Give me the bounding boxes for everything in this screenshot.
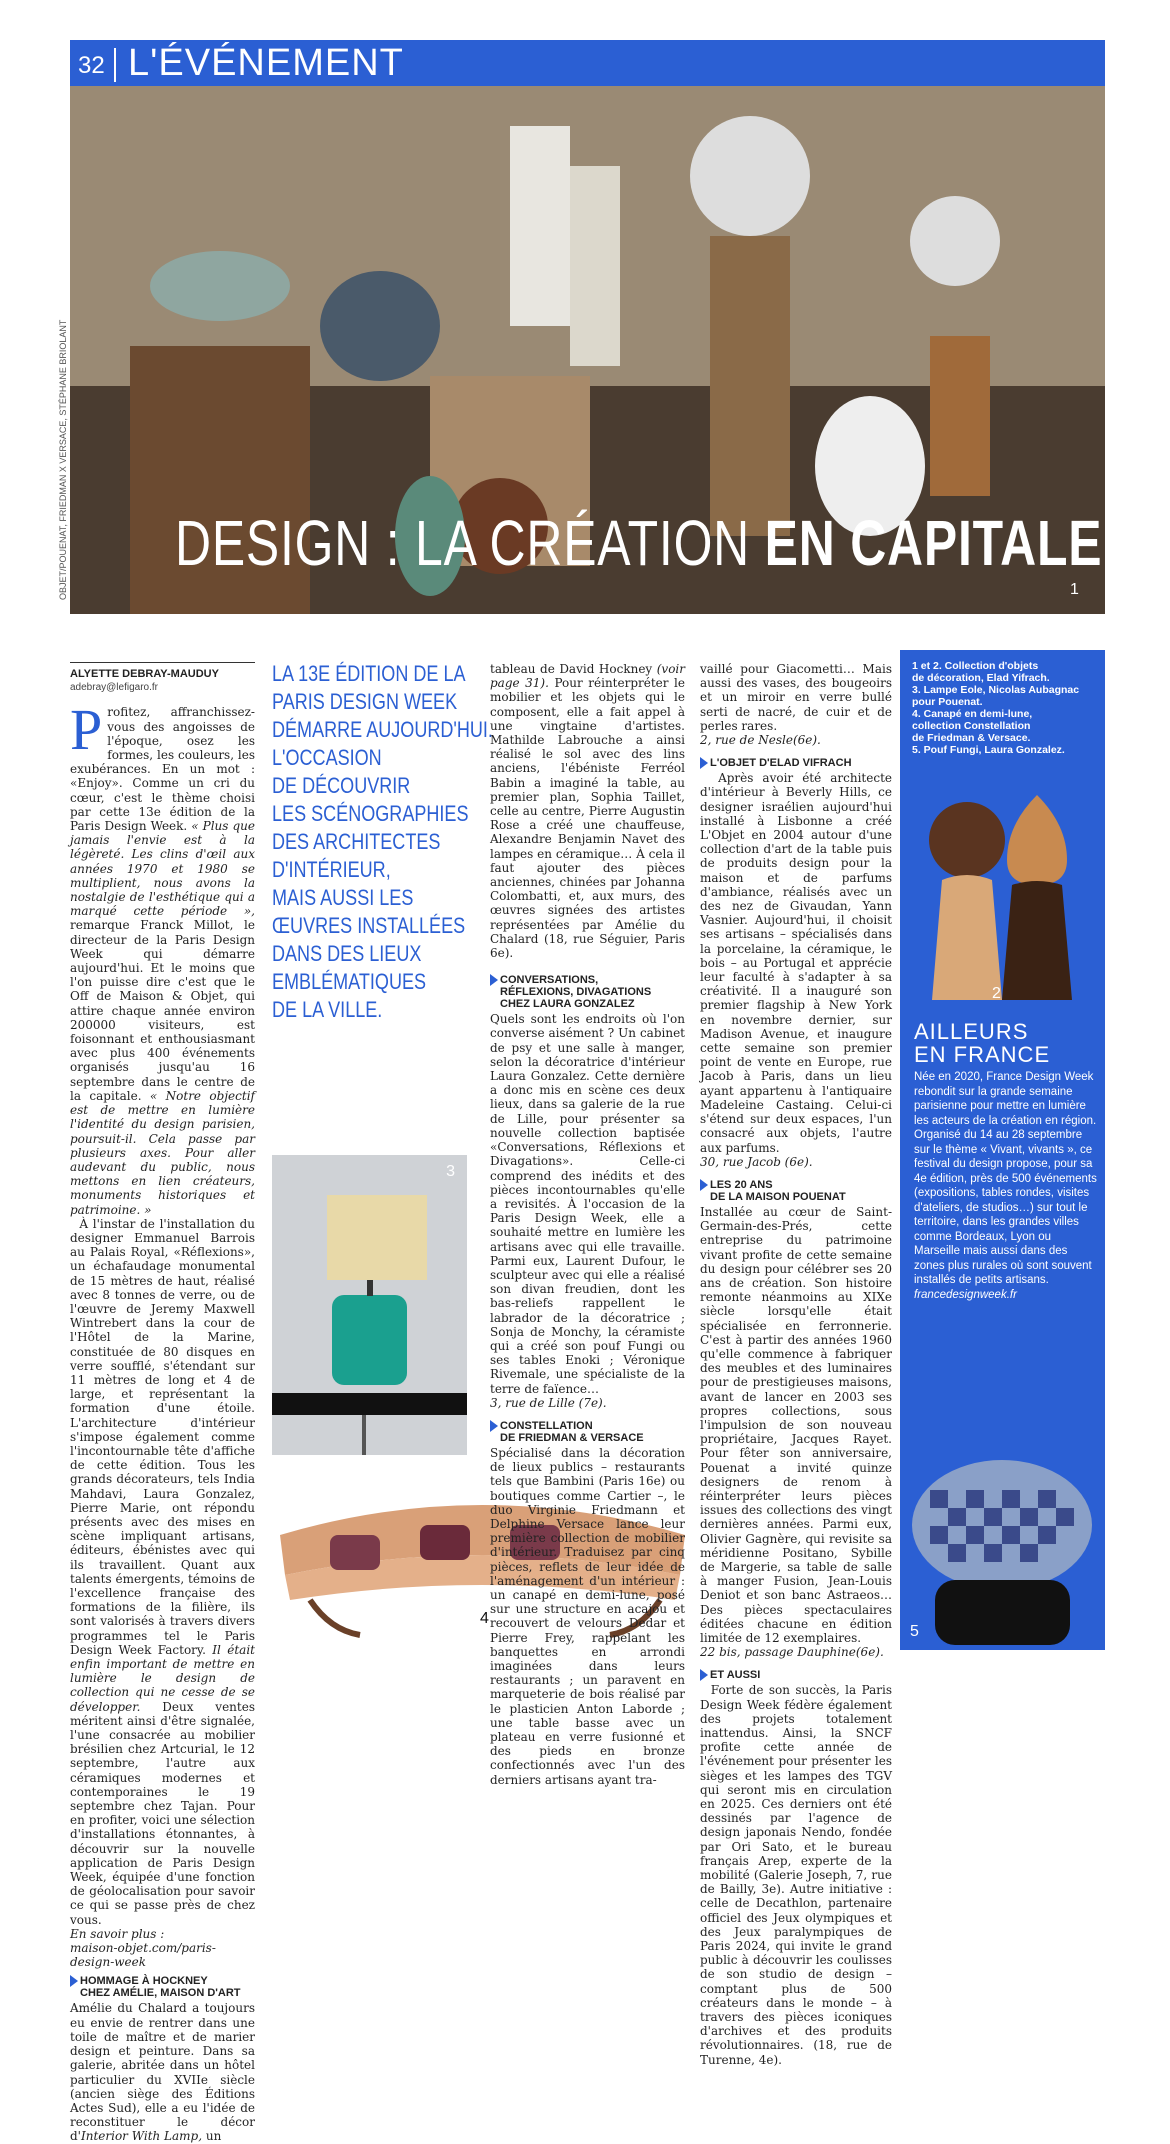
- subheading-friedman-versace: CONSTELLATION DE FRIEDMAN & VERSACE: [490, 1420, 685, 1444]
- hero-headline: DESIGN : LA CRÉATION EN CAPITALE: [175, 507, 1103, 579]
- article-paragraph: Après avoir été architecte d'intérieur à Beverly Hills, ce designer israélien aujourd'hui installé à Lisbonne a créé L'Objet en 2004 autour d'une collection d'art de la table puis de produits design pour la maison et de parfums d'ambiance, réalisés avec un des nez de Givaudan, Yann Vasnier. Aujourd'hui, il choisit ses artisans – spécialisés dans la porcelaine, la céramique, le bois – au Portugal et apprécie leur faculté à s'adapter à sa créativité. Il a inauguré son premier flagship à New York en novembre dernier, sur Madison Avenue, et inaugure cette semaine son premier point de vente en Europe, rue Jacob à Paris, dans un lieu ayant appartenu à l'antiquaire Madeleine Castaing. Celui-ci s'étend sur deux espaces, l'un consacré aux objets, l'autre aux parfums.: [700, 771, 892, 1155]
- article-paragraph: tableau de David Hockney (voir page 31). Pour réinterpréter le mobilier et les objets qui le composent, elle a fait appel à une vingtaine d'artistes. Mathilde Labrouche a ainsi réalisé le sol avec des lins anciens, l'ébéniste Ferréol Babin a imaginé la table, au premier plan, Sophia Taillet, celle au centre, Pierre Augustin Rose a créé une chauffeuse, Alexandre Benjamin Navet des lampes en céramique… À cela il faut ajouter des pièces anciennes, chinées par Johanna Colombatti, et, aux murs, des œuvres signées des artistes représentées par Amélie du Chalard (18, rue Séguier, Paris 6e).: [490, 662, 686, 961]
- column-1: [70, 662, 255, 2144]
- address: 22 bis, passage Dauphine(6e).: [700, 1645, 884, 1660]
- photo-captions: 1 et 2. Collection d'objets de décoration, Elad Yifrach. 3. Lampe Eole, Nicolas Aubagnac pour Pouenat. 4. Canapé en demi-lune, collection Constellation de Friedman & Versace. 5. Pouf Fungi, Laura Gonzalez.: [912, 660, 1080, 756]
- section-banner: [70, 40, 1105, 86]
- article-paragraph: Amélie du Chalard a toujours eu envie de rentrer dans une toile de maître et de marier design et peinture. Dans sa galerie, abritée dans un hôtel particulier du XVIIe siècle (ancien siège des Éditions Actes Sud), elle a eu l'idée de reconstituer le décor d'Interior With Lamp, un: [70, 2001, 255, 2144]
- address: 30, rue Jacob (6e).: [700, 1154, 813, 1169]
- article-paragraph: Forte de son succès, la Paris Design Week fédère également des projets totalement inattendus. Ainsi, la SNCF profite cette année de l'événement pour présenter les sièges et les lampes des TGV qui seront mis en circulation en 2025. Ces derniers ont été dessinés par l'agence de design japonais Nendo, fondée par Ori Sato, et le bureau français Arep, experte de la mobilité (Galerie Joseph, 7, rue de Bailly, 3e). Autre initiative : celle de Decathlon, partenaire officiel des Jeux olympiques et des Jeux paralympiques de Paris 2024, qui invite le grand public à découvrir les coulisses de son studio de design – comptant plus de 500 créateurs dans le monde – à travers des pièces iconiques d'archives et des produits révolutionnaires. (18, rue de Turenne, 4e).: [700, 1683, 892, 2067]
- author-email: adebray@lefigaro.fr: [70, 682, 158, 694]
- author-byline: ALYETTE DEBRAY-MAUDUY: [70, 662, 255, 681]
- article-paragraph: Quels sont les endroits où l'on converse aisément ? Un cabinet de psy et une salle à manger, selon la décoratrice d'intérieur Laura Gonzalez. Cette dernière a donc mis en scène ces deux lieux, dans sa galerie de la rue de Lille, pour présenter sa nouvelle collection baptisée «Conversations, Réflexions et Divagations». Celle-ci comprend des inédits et des pièces incontournables qu'elle a revisités. À l'occasion de la Paris Design Week, elle a souhaité mettre en lumière les artisans avec qui elle travaille. Parmi eux, Laurent Dufour, le sculpteur avec qui elle a réalisé son divan freudien, dont les bas-reliefs rappellent le labrador de la décoratrice ; Sonja de Monchy, la céramiste qui a créé son pouf Fungi ou ses tables Enoki ; Véronique Rivemale, une spécialiste de la terre de faïence…: [490, 1012, 685, 1396]
- pouf-photo: [900, 1455, 1105, 1650]
- lamp-photo: [272, 1155, 467, 1455]
- article-paragraph: À l'instar de l'installation du designer Emmanuel Barrois au Palais Royal, «Réflexions», un échafaudage monumental de 15 mètres de haut, réalisé avec 8 tonnes de verre, ou de l'œuvre de Jeremy Maxwell Wintrebert dans la cour de l'Hôtel de la Marine, constituée de 80 disques en verre soufflé, s'étendant sur 11 mètres de long et 4 de large, et représentant la formation d'une étoile. L'architecture d'intérieur s'impose également comme l'incontournable tête d'affiche de cette édition. Tous les grands décorateurs, tels India Mahdavi, Laura Gonzalez, Pierre Marie, ont répondu présents avec des mises en scène impliquant artisans, éditeurs, ébénistes avec qui ils travaillent. Quant aux talents émergents, témoins de l'excellence française des formations de la filière, ils sont valorisés à travers divers programmes tel le Paris Design Week Factory. Il était enfin important de mettre en lumière le design de collection qui ne cesse de se développer. Deux ventes méritent ainsi d'être signalée, l'une consacrée au mobilier brésilien chez Artcurial, le 12 septembre, l'autre aux céramiques modernes et contemporaines le 19 septembre chez Tajan. Pour en profiter, voici une sélection d'installations étonnantes, à découvrir sur la nouvelle application de Paris Design Week, équipée d'une fonction de géolocalisation pour savoir ce qui se passe près de chez vous.: [70, 1216, 255, 1927]
- article-paragraph: Spécialisé dans la décoration de lieux publics – restaurants tels que Bambini (Paris 16e) ou boutiques comme Cartier –, le duo Virginie Friedmann et Delphine Versace lance leur première collection de mobilier d'intérieur. Traduisez par cinq pièces, reflets de leur idée de l'aménagement d'un intérieur : un canapé en demi-lune, posé sur une structure en acajou et recouvert de velours Dedar et Pierre Frey, rappelant les banquettes en arrondi imaginées dans leurs restaurants ; un paravent en marqueterie de bois réalisé par le plasticien Anton Laborde ; une table basse avec un plateau en verre fusionné et des pieds en bronze confectionnés avec l'un des derniers artisans ayant tra-: [490, 1445, 685, 1787]
- page-number: 32: [78, 52, 105, 79]
- subheading-elad-vifrach: L'OBJET D'ELAD VIFRACH: [700, 757, 892, 769]
- subheading-et-aussi: ET AUSSI: [700, 1669, 892, 1681]
- image-number-4: 4: [480, 1610, 489, 1627]
- section-title: L'ÉVÉNEMENT: [128, 42, 404, 84]
- image-number-2: 2: [992, 985, 1001, 1002]
- sidebar-link[interactable]: francedesignweek.fr: [914, 1288, 1017, 1301]
- article-lead: Profitez, affranchissez-vous des angoisses de l'époque, osez les formes, les couleurs, les exubérances. En un mot : «Enjoy». Comme un cri du cœur, c'est le thème choisi par cette 13e édition de la Paris Design Week. « Plus que jamais l'envie est à la légèreté. Les clins d'œil aux années 1970 et 1980 se multiplient, nous avons la nostalgie de l'esthétique qui a marqué cette période », remarque Franck Millot, le directeur de la Paris Design Week qui démarre aujourd'hui. Et le moins que l'on puisse dire c'est que le Off de Maison & Objet, qui attire chaque année environ 200000 visiteurs, est foisonnant et enthousiasmant avec plus 400 événements organisés jusqu'au 16 septembre dans le centre de la capitale. « Notre objectif est de mettre en lumière l'identité du design parisien, poursuit-il. Cela passe par plusieurs axes. Pour aller audevant du public, nous mettons en lien créateurs, monuments historiques et patrimoine. »: [70, 697, 255, 1217]
- wooden-objects-illustration: [912, 785, 1097, 1010]
- sidebar: [900, 650, 1105, 1650]
- intro-blurb: LA 13E ÉDITION DE LA PARIS DESIGN WEEK DÉMARRE AUJOURD'HUI. L'OCCASION DE DÉCOUVRIR LES SCÉNOGRAPHIES DES ARCHITECTES D'INTÉRIEUR, MAIS AUSSI LES ŒUVRES INSTALLÉES DANS DES LIEUX EMBLÉMATIQUES DE LA VILLE.: [272, 661, 493, 1022]
- lamp-illustration: [272, 1155, 467, 1455]
- article-paragraph: Installée au cœur de Saint-Germain-des-Prés, cette entreprise du patrimoine vivant profite de cette semaine du design pour célébrer ses 20 ans de création. Son histoire remonte néanmoins au XIXe siècle lorsqu'elle était spécialisée en ferronnerie. C'est à partir des années 1960 qu'elle commence à fabriquer des meubles et des luminaires pour de prestigieuses maisons, avant de lancer en 2003 ses propres collections, sous l'impulsion de son nouveau propriétaire, Jacques Rayet. Pour fêter son anniversaire, Pouenat a invité quinze designers de renom à réinterpréter leurs pièces issues des collections des vingt dernières années. Parmi eux, Olivier Gagnère, qui revisite sa méridienne Positano, Sybille de Margerie, sa table de salle à manger Fusion, Jean-Louis Deniot et son banc Astraeos… Des pièces spectaculaires éditées chacune en édition limitée de 12 exemplaires.: [700, 1204, 892, 1645]
- subheading-hockney: HOMMAGE À HOCKNEY CHEZ AMÉLIE, MAISON D'ART: [70, 1975, 255, 1999]
- hero-photo: [70, 86, 1105, 614]
- sidebar-text: Née en 2020, France Design Week rebondit sur la grande semaine parisienne pour mettre en lumière les acteurs de la création en région. Organisé du 14 au 28 septembre sur le thème « Vivant, vivants », ce festival du design propose, pour sa 4e édition, près de 500 événements (expositions, tables rondes, visites d'ateliers, de studios…) sur tout le territoire, dans les grandes villes comme Bordeaux, Lyon ou Marseille mais aussi dans des zones plus rurales où sont souvent installés de petits artisans. francedesignweek.fr: [914, 1070, 1099, 1302]
- photo-credit: OBJET/POUENAT, FRIEDMAN X VERSACE, STÉPHANE BRIOLANT: [58, 319, 68, 600]
- image-number-3: 3: [446, 1163, 455, 1180]
- wooden-objects-photo: [912, 785, 1097, 1010]
- subheading-pouenat: LES 20 ANS DE LA MAISON POUENAT: [700, 1179, 892, 1203]
- column-3: [490, 662, 685, 1787]
- subheading-laura-gonzalez: CONVERSATIONS, RÉFLEXIONS, DIVAGATIONS CHEZ LAURA GONZALEZ: [490, 974, 685, 1010]
- sidebar-heading: AILLEURS EN FRANCE: [914, 1019, 1051, 1067]
- address: 2, rue de Nesle(6e).: [700, 733, 821, 748]
- article-paragraph: vaillé pour Giacometti… Mais aussi des vases, des bougeoirs et un miroir en verre bullé serti de nacré, de cuir et de perles rares.: [700, 662, 892, 733]
- image-number-1: 1: [1070, 581, 1079, 598]
- column-4: [700, 662, 892, 2067]
- more-info: En savoir plus :: [70, 1926, 165, 1941]
- drop-cap: P: [70, 697, 103, 763]
- address: 3, rue de Lille (7e).: [490, 1395, 607, 1410]
- image-number-5: 5: [910, 1623, 919, 1640]
- pouf-illustration: [900, 1455, 1105, 1650]
- banner-divider: [114, 48, 116, 82]
- more-info-link[interactable]: maison-objet.com/paris-design-week: [70, 1941, 216, 1970]
